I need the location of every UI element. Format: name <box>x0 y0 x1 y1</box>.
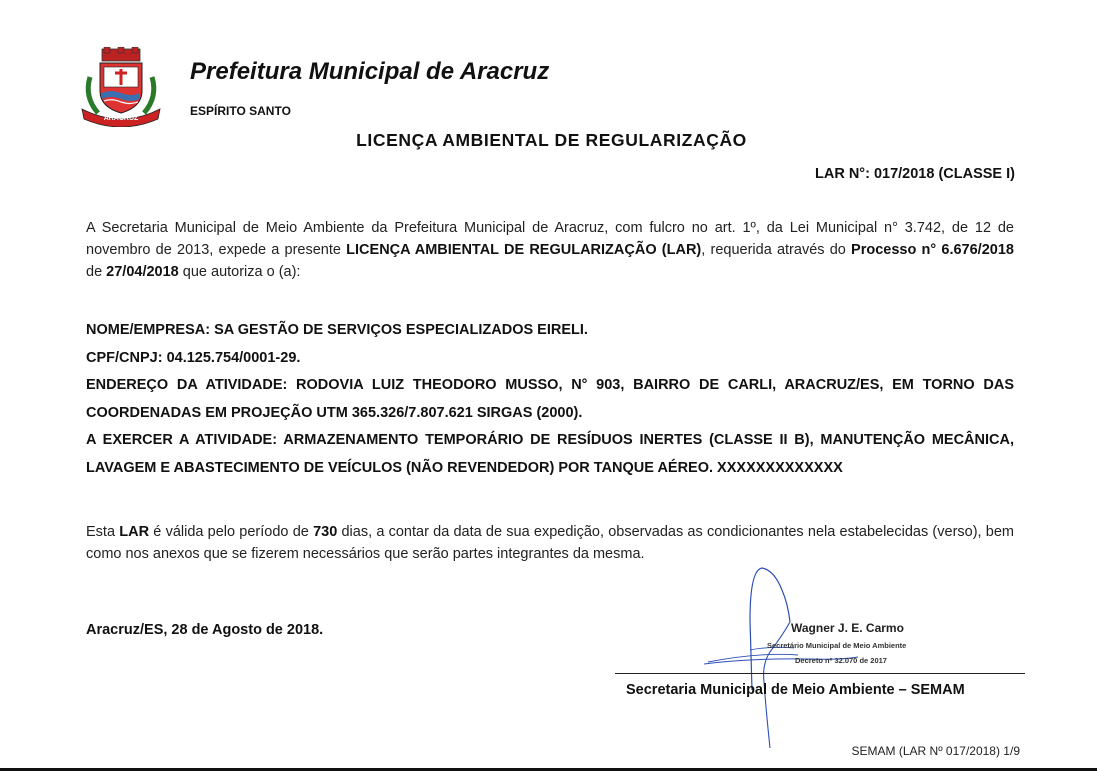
intro-text-4: que autoriza o (a): <box>178 264 301 280</box>
validity-bold-days: 730 <box>313 524 338 540</box>
municipality-title: Prefeitura Municipal de Aracruz <box>190 58 550 85</box>
licensee-fields <box>86 317 1014 482</box>
place-and-date: Aracruz/ES, 28 de Agosto de 2018. <box>86 622 324 638</box>
intro-bold-date: 27/04/2018 <box>106 264 179 280</box>
intro-paragraph <box>86 217 1014 283</box>
municipal-crest-logo <box>80 47 162 127</box>
page-reference: SEMAM (LAR Nº 017/2018) 1/9 <box>851 744 1020 758</box>
state-name: ESPÍRITO SANTO <box>190 104 291 118</box>
intro-text-2: , requerida através do <box>701 242 852 258</box>
signer-name: Wagner J. E. Carmo <box>791 621 904 635</box>
field-address: ENDEREÇO DA ATIVIDADE: RODOVIA LUIZ THEODORO MUSSO, N° 903, BAIRRO DE CARLI, ARACRUZ/ES, EM TORNO DAS COORDENADAS EM PROJEÇÃO UTM 365.326/7.807.621 SIRGAS (2000). <box>86 377 1014 421</box>
field-activity: A EXERCER A ATIVIDADE: ARMAZENAMENTO TEMPORÁRIO DE RESÍDUOS INERTES (CLASSE II B), MANUTENÇÃO MECÂNICA, LAVAGEM E ABASTECIMENTO DE VEÍCULOS (NÃO REVENDEDOR) POR TANQUE AÉREO. XXXXXXXXXXXXX <box>86 432 1014 476</box>
intro-text-1: A Secretaria Municipal de Meio Ambiente da Prefeitura Municipal de Aracruz, com fulcro no art. 1º, da Lei Municipal n° 3.742, de 12 de novembro de 2013, expede a presente <box>86 220 1014 258</box>
signer-role: Secretário Municipal de Meio Ambiente <box>767 641 907 650</box>
signature-line <box>615 673 1025 674</box>
intro-bold-process: Processo n° 6.676/2018 <box>851 242 1014 258</box>
signer-decree: Decreto nº 32.070 de 2017 <box>795 656 887 665</box>
intro-bold-license: LICENÇA AMBIENTAL DE REGULARIZAÇÃO (LAR) <box>346 242 702 258</box>
license-number: LAR N°: 017/2018 (CLASSE I) <box>815 166 1015 182</box>
validity-text-1: Esta <box>86 524 120 540</box>
department-name: Secretaria Municipal de Meio Ambiente – SEMAM <box>626 682 965 698</box>
validity-paragraph <box>86 521 1014 565</box>
crest-banner-text: ARACRUZ <box>103 115 139 122</box>
validity-bold-lar: LAR <box>119 524 150 540</box>
validity-text-3: dias, a contar da data de sua expedição, observadas as condicionantes nela estabelecidas (verso), bem como nos anexos que se fizerem necessários que serão partes integrantes da mesma. <box>86 524 1015 562</box>
field-cnpj: CPF/CNPJ: 04.125.754/0001-29. <box>86 349 301 366</box>
validity-text-2: é válida pelo período de <box>149 524 314 540</box>
intro-text-3: de <box>86 264 107 280</box>
field-company: NOME/EMPRESA: SA GESTÃO DE SERVIÇOS ESPECIALIZADOS EIRELI. <box>86 322 588 338</box>
document-title: LICENÇA AMBIENTAL DE REGULARIZAÇÃO <box>356 130 747 150</box>
